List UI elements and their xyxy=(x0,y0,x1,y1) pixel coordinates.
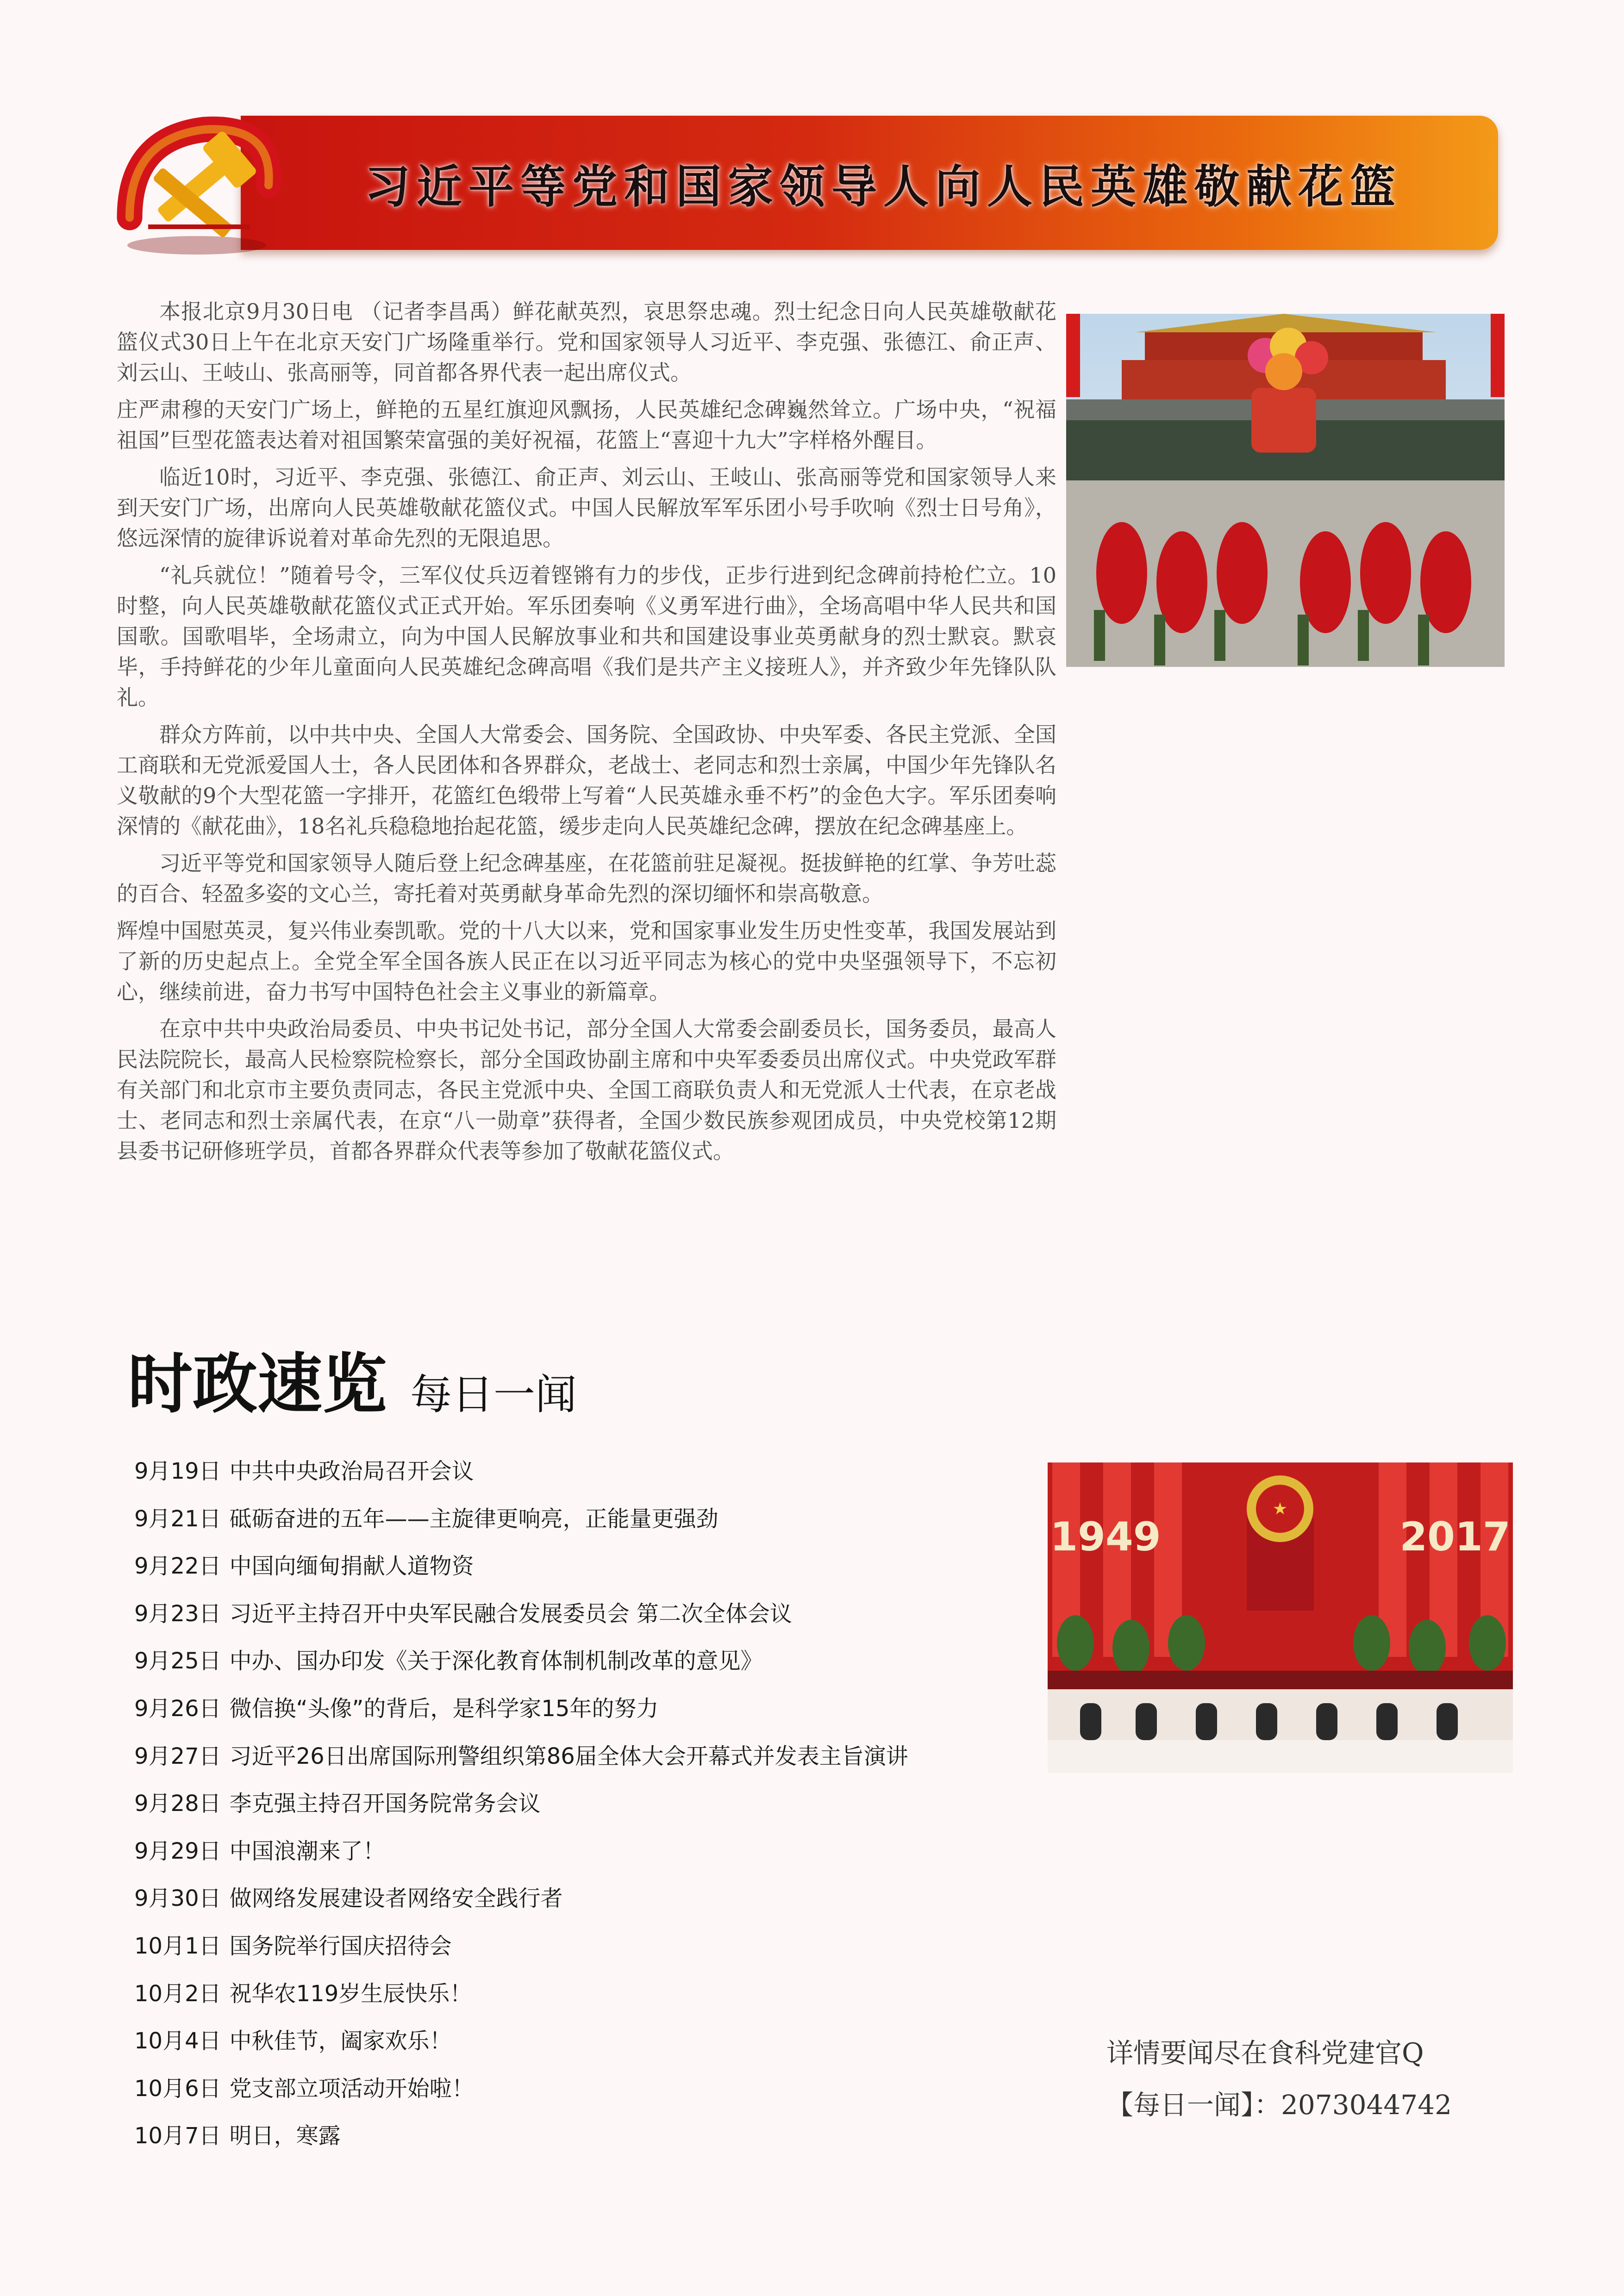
news-date: 10月6日 xyxy=(134,2075,221,2102)
article-paragraph: 习近平等党和国家领导人随后登上纪念碑基座，在花篮前驻足凝视。挺拔鲜艳的红掌、争芳吐蕊的百合、轻盈多姿的文心兰，寄托着对英勇献身革命先烈的深切缅怀和崇高敬意。 xyxy=(117,851,1056,906)
news-headline: 李克强主持召开国务院常务会议 xyxy=(229,1791,541,1817)
news-date: 10月2日 xyxy=(134,1980,221,2007)
news-item[interactable] xyxy=(134,2017,908,2065)
news-item[interactable] xyxy=(134,1543,908,1590)
footer-note xyxy=(1106,2027,1452,2131)
news-item[interactable] xyxy=(134,1685,908,1733)
news-headline: 明日，寒露 xyxy=(229,2123,341,2149)
article-paragraph: 临近10时，习近平、李克强、张德江、俞正声、刘云山、王岐山、张高丽等党和国家领导人来到天安门广场，出席向人民英雄敬献花篮仪式。中国人民解放军军乐团小号手吹响《烈士日号角》，悠远深情的旋律诉说着对革命先烈的无限追思。 xyxy=(117,465,1056,551)
news-date: 9月26日 xyxy=(134,1695,221,1722)
news-date: 9月29日 xyxy=(134,1838,221,1864)
news-item[interactable] xyxy=(134,2065,908,2113)
news-item[interactable] xyxy=(134,1637,908,1685)
news-date: 9月27日 xyxy=(134,1743,221,1769)
news-headline: 国务院举行国庆招待会 xyxy=(229,1933,452,1959)
tiananmen-ceremony-photo xyxy=(1066,314,1505,667)
news-headline: 中秋佳节，阖家欢乐！ xyxy=(229,2028,452,2054)
news-date: 9月19日 xyxy=(134,1458,221,1484)
news-section-subtitle: 每日一闻 xyxy=(410,1370,577,1419)
news-date: 9月25日 xyxy=(134,1648,221,1674)
news-article xyxy=(117,296,1056,1173)
news-headline: 中办、国办印发《关于深化教育体制机制改革的意见》 xyxy=(229,1648,763,1674)
year-1949-label: 1949 xyxy=(1050,1514,1161,1560)
news-headline: 做网络发展建设者网络安全践行者 xyxy=(229,1885,563,1912)
news-date: 10月1日 xyxy=(134,1933,221,1959)
article-paragraph: 辉煌中国慰英灵，复兴伟业奏凯歌。党的十八大以来，党和国家事业发生历史性变革，我国发展站到了新的历史起点上。全党全军全国各族人民正在以习近平同志为核心的党中央坚强领导下，不忘初心，继续前进，奋力书写中国特色社会主义事业的新篇章。 xyxy=(117,918,1056,1004)
news-section-heading xyxy=(128,1346,577,1425)
footer-line-2: 【每日一闻】：2073044742 xyxy=(1106,2089,1452,2121)
title-banner xyxy=(241,116,1498,250)
news-section-title: 时政速览 xyxy=(128,1346,387,1422)
footer-line-1: 详情要闻尽在食科党建官Q xyxy=(1106,2037,1424,2069)
national-day-reception-photo xyxy=(1048,1462,1513,1773)
news-headline: 习近平26日出席国际刑警组织第86届全体大会开幕式并发表主旨演讲 xyxy=(229,1743,908,1769)
news-list xyxy=(134,1448,908,2160)
news-item[interactable] xyxy=(134,1875,908,1923)
news-item[interactable] xyxy=(134,2112,908,2160)
news-item[interactable] xyxy=(134,1828,908,1875)
news-date: 9月21日 xyxy=(134,1506,221,1532)
news-headline: 中国向缅甸捐献人道物资 xyxy=(229,1553,474,1580)
news-item[interactable] xyxy=(134,1780,908,1828)
svg-text:★: ★ xyxy=(1272,1500,1288,1518)
news-date: 9月28日 xyxy=(134,1791,221,1817)
article-paragraph: 本报北京9月30日电 （记者李昌禹）鲜花献英烈，哀思祭忠魂。烈士纪念日向人民英雄敬献花篮仪式30日上午在北京天安门广场隆重举行。党和国家领导人习近平、李克强、张德江、俞正声、刘云山、王岐山、张高丽等，同首都各界代表一起出席仪式。 xyxy=(117,299,1056,385)
news-date: 9月22日 xyxy=(134,1553,221,1580)
news-headline: 微信换“头像”的背后，是科学家15年的努力 xyxy=(229,1695,659,1722)
news-item[interactable] xyxy=(134,1733,908,1780)
news-date: 10月4日 xyxy=(134,2028,221,2054)
news-date: 9月30日 xyxy=(134,1885,221,1912)
article-paragraph: 庄严肃穆的天安门广场上，鲜艳的五星红旗迎风飘扬，人民英雄纪念碑巍然耸立。广场中央，“祝福祖国”巨型花篮表达着对祖国繁荣富强的美好祝福，花篮上“喜迎十九大”字样格外醒目。 xyxy=(117,397,1056,453)
news-item[interactable] xyxy=(134,1970,908,2018)
news-item[interactable] xyxy=(134,1495,908,1543)
article-paragraph: 在京中共中央政治局委员、中央书记处书记，部分全国人大常委会副委员长，国务委员，最高人民法院院长，最高人民检察院检察长，部分全国政协副主席和中央军委委员出席仪式。中央党政军群有关部门和北京市主要负责同志，各民主党派中央、全国工商联负责人和无党派人士代表，在京老战士、老同志和烈士亲属代表，在京“八一勋章”获得者，全国少数民族参观团成员，中央党校第12期县委书记研修班学员，首都各界群众代表等参加了敬献花篮仪式。 xyxy=(117,1016,1056,1164)
news-headline: 习近平主持召开中央军民融合发展委员会 第二次全体会议 xyxy=(229,1600,792,1627)
party-emblem-icon xyxy=(111,111,282,259)
page-title: 习近平等党和国家领导人向人民英雄敬献花篮 xyxy=(364,160,1402,213)
news-date: 9月23日 xyxy=(134,1600,221,1627)
news-item[interactable] xyxy=(134,1590,908,1638)
news-item[interactable] xyxy=(134,1923,908,1970)
news-headline: 砥砺奋进的五年——主旋律更响亮，正能量更强劲 xyxy=(229,1506,718,1532)
news-headline: 祝华农119岁生辰快乐！ xyxy=(229,1980,472,2007)
news-headline: 中国浪潮来了！ xyxy=(229,1838,385,1864)
news-headline: 党支部立项活动开始啦！ xyxy=(229,2075,474,2102)
news-date: 10月7日 xyxy=(134,2123,221,2149)
news-item[interactable] xyxy=(134,1448,908,1495)
article-paragraph: “礼兵就位！”随着号令，三军仪仗兵迈着铿锵有力的步伐，正步行进到纪念碑前持枪伫立。10时整，向人民英雄敬献花篮仪式正式开始。军乐团奏响《义勇军进行曲》，全场高唱中华人民共和国国歌。国歌唱毕，全场肃立，向为中国人民解放事业和共和国建设事业英勇献身的烈士默哀。默哀毕，手持鲜花的少年儿童面向人民英雄纪念碑高唱《我们是共产主义接班人》，并齐致少年先锋队队礼。 xyxy=(117,563,1056,710)
article-paragraph: 群众方阵前，以中共中央、全国人大常委会、国务院、全国政协、中央军委、各民主党派、全国工商联和无党派爱国人士，各人民团体和各界群众，老战士、老同志和烈士亲属，中国少年先锋队名义敬献的9个大型花篮一字排开，花篮红色缎带上写着“人民英雄永垂不朽”的金色大字。军乐团奏响深情的《献花曲》，18名礼兵稳稳地抬起花篮，缓步走向人民英雄纪念碑，摆放在纪念碑基座上。 xyxy=(117,722,1056,839)
news-headline: 中共中央政治局召开会议 xyxy=(229,1458,474,1484)
year-2017-label: 2017 xyxy=(1399,1514,1511,1560)
